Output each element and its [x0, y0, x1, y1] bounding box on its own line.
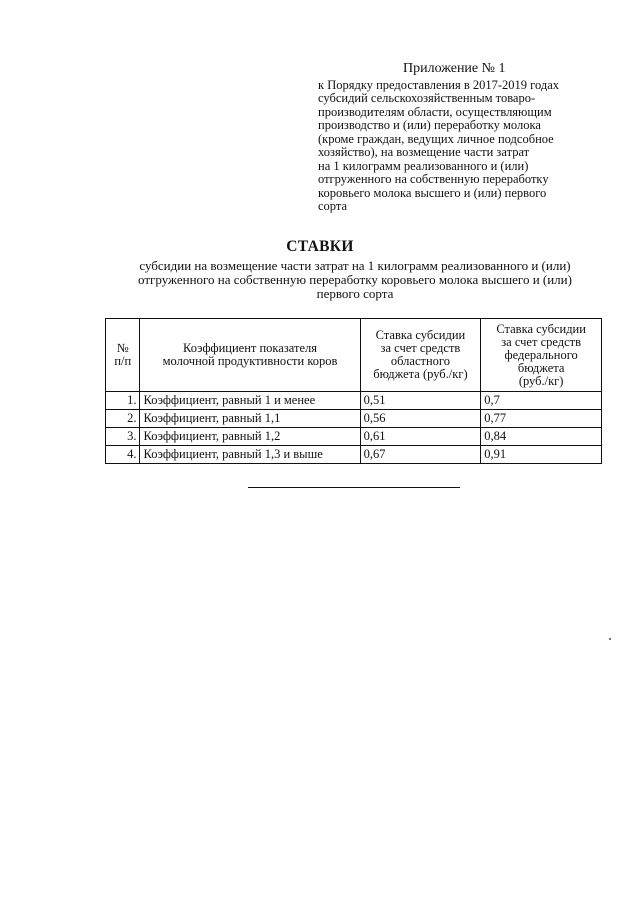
table-row	[106, 392, 602, 410]
subtitle-line: субсидии на возмещение части затрат на 1 килограмм реализованного и (или)	[139, 258, 571, 273]
separator-line	[248, 487, 460, 488]
header-federal-rate	[481, 319, 602, 392]
rates-table	[105, 318, 602, 464]
row-num: 2.	[106, 410, 140, 428]
row-federal-rate: 0,91	[481, 446, 602, 464]
table-row	[106, 428, 602, 446]
table-row	[106, 410, 602, 428]
header-text: за счет средств	[380, 341, 461, 355]
document-subtitle	[100, 259, 610, 301]
scan-speck	[609, 638, 611, 640]
appendix-line: (кроме граждан, ведущих личное подсобное	[318, 131, 554, 146]
row-regional-rate: 0,61	[360, 428, 481, 446]
header-text: Ставка субсидии	[375, 328, 466, 342]
appendix-line: сорта	[318, 199, 348, 213]
row-federal-rate: 0,84	[481, 428, 602, 446]
appendix-line: на 1 килограмм реализованного и (или)	[318, 158, 529, 173]
table-header-row	[106, 319, 602, 392]
header-text: п/п	[114, 354, 132, 368]
header-text: бюджета	[517, 360, 565, 375]
appendix-text	[318, 79, 608, 214]
table-row	[106, 446, 602, 464]
header-text: бюджета (руб./кг)	[373, 367, 468, 381]
header-text: Коэффициент показателя	[183, 341, 318, 355]
appendix-line: коровьего молока высшего и (или) первого	[318, 185, 547, 200]
subtitle-line: первого сорта	[316, 286, 394, 301]
row-num: 3.	[106, 428, 140, 446]
appendix-line: производство и (или) переработку молока	[318, 118, 541, 132]
appendix-line: отгруженного на собственную переработку	[318, 172, 549, 186]
appendix-line: к Порядку предоставления в 2017-2019 годах	[318, 77, 560, 92]
row-coefficient: Коэффициент, равный 1 и менее	[140, 392, 360, 410]
header-text: №	[116, 341, 129, 355]
header-text: федерального	[504, 347, 578, 362]
header-text: областного	[390, 354, 450, 368]
row-coefficient: Коэффициент, равный 1,2	[140, 428, 360, 446]
row-num: 4.	[106, 446, 140, 464]
header-regional-rate	[360, 319, 481, 392]
header-coefficient	[140, 319, 360, 392]
header-text: (руб./кг)	[518, 373, 564, 388]
subtitle-line: отгруженного на собственную переработку коровьего молока высшего и (или)	[138, 272, 572, 287]
row-federal-rate: 0,77	[481, 410, 602, 428]
appendix-title: Приложение № 1	[403, 61, 506, 76]
appendix-line: субсидий сельскохозяйственным товаро-	[318, 91, 536, 105]
row-num: 1.	[106, 392, 140, 410]
header-text: Ставка субсидии	[496, 321, 586, 336]
row-federal-rate: 0,7	[481, 392, 602, 410]
document-heading: СТАВКИ	[286, 238, 354, 255]
appendix-line: производителям области, осуществляющим	[318, 104, 552, 119]
appendix-block	[318, 62, 608, 214]
row-coefficient: Коэффициент, равный 1,3 и выше	[140, 446, 360, 464]
header-num	[106, 319, 140, 392]
appendix-line: хозяйство), на возмещение части затрат	[318, 145, 530, 159]
row-coefficient: Коэффициент, равный 1,1	[140, 410, 360, 428]
header-text: молочной продуктивности коров	[162, 354, 338, 368]
row-regional-rate: 0,51	[360, 392, 481, 410]
header-text: за счет средств	[501, 334, 582, 349]
row-regional-rate: 0,67	[360, 446, 481, 464]
row-regional-rate: 0,56	[360, 410, 481, 428]
